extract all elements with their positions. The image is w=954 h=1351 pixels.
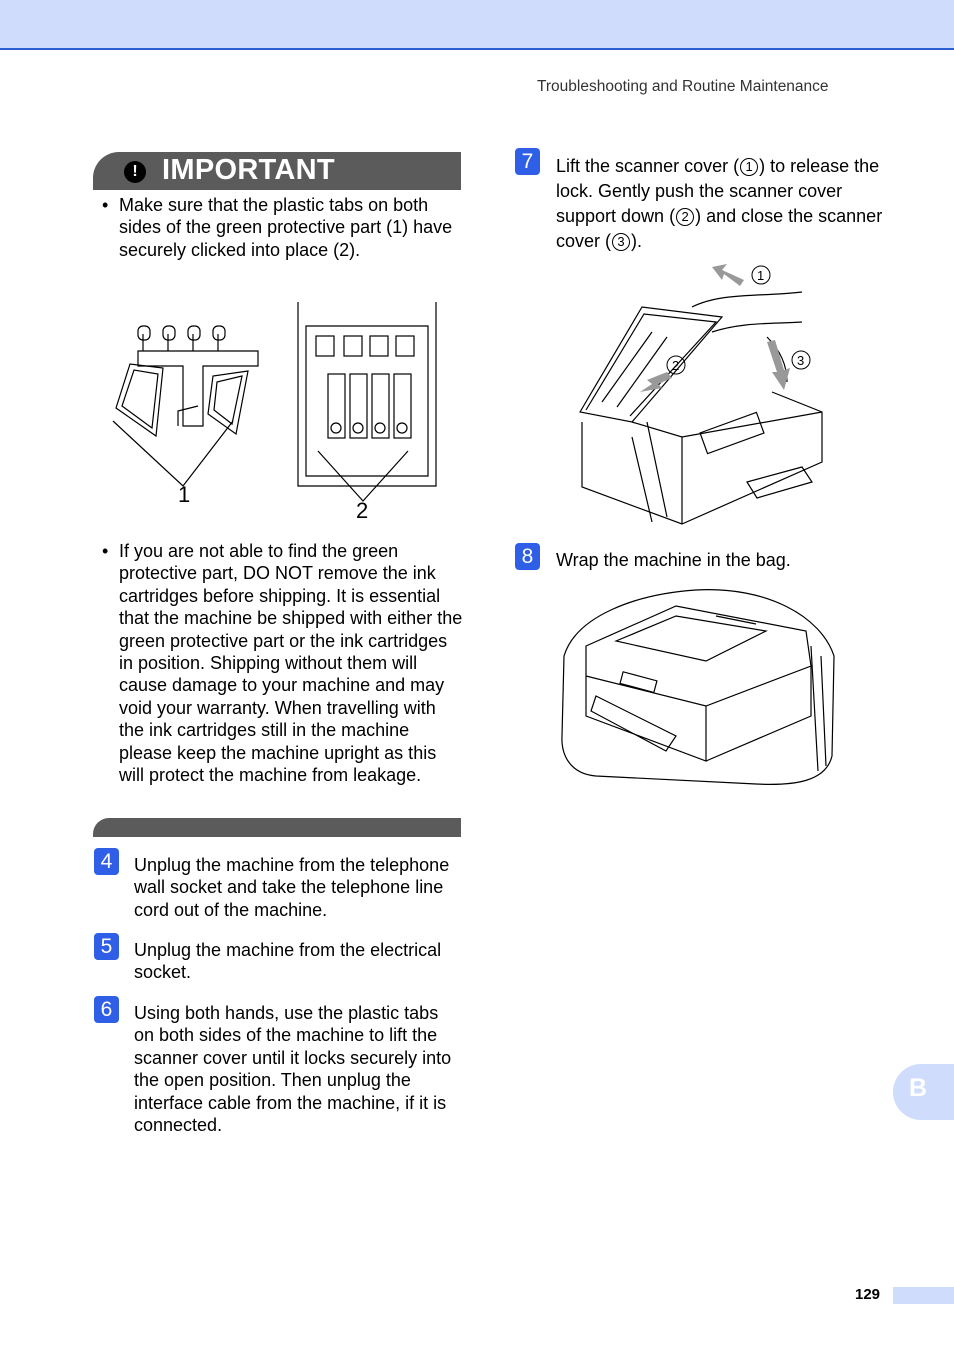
figure-label-1: 1	[178, 482, 191, 507]
scanner-cover-figure	[572, 262, 832, 530]
callout-3: 3	[797, 353, 805, 368]
figure-label-2: 2	[356, 498, 369, 522]
important-end-bar	[93, 818, 461, 837]
step-text-7	[556, 154, 886, 254]
important-bullet-1: Make sure that the plastic tabs on both sides of the green protective part (1) have securely clicked into place (2).	[119, 195, 453, 260]
top-band	[0, 0, 954, 50]
page-number: 129	[855, 1286, 881, 1303]
running-header: Troubleshooting and Routine Maintenance	[537, 78, 829, 95]
step-badge-8: 8	[515, 543, 540, 570]
step-7-text-part: ).	[631, 231, 643, 251]
callout-2: 2	[672, 358, 680, 373]
callout-1: 1	[757, 268, 765, 283]
step-text-5: Unplug the machine from the electrical socket.	[134, 940, 442, 983]
circled-number-2: 2	[676, 208, 694, 226]
step-7-text-part: ) to release the lock. Gently push the scanner cover support down (	[556, 156, 880, 226]
step-text-6: Using both hands, use the plastic tabs on both sides of the machine to lift the scanner cover until it locks securely into the open position. Then unplug the interface cable from the machine, if it is connected.	[134, 1003, 452, 1136]
machine-in-bag-figure	[556, 586, 838, 788]
section-tab-letter: B	[909, 1074, 928, 1102]
circled-number-3: 3	[612, 233, 630, 251]
step-7-text-part: ) and close the scanner cover (	[556, 206, 883, 251]
bullet-marker: •	[102, 195, 109, 215]
important-title: IMPORTANT	[162, 154, 335, 186]
circled-number-1: 1	[740, 158, 758, 176]
exclamation-icon: !	[124, 161, 146, 183]
step-badge-5: 5	[94, 933, 119, 960]
step-7-text-part: Lift the scanner cover (	[556, 156, 740, 176]
step-badge-6: 6	[94, 996, 119, 1023]
step-text-8: Wrap the machine in the bag.	[556, 550, 791, 570]
footer-band	[893, 1287, 954, 1304]
important-bullet-2: If you are not able to find the green protective part, DO NOT remove the ink cartridges before shipping. It is essential that the machine be shipped with either the green protective part or the ink cartridges in position. Shipping without them will cause damage to your machine and may void your warranty. When travelling with the ink cartridges still in the machine please keep the machine upright as this will protect the machine from leakage.	[119, 541, 463, 786]
step-text-4: Unplug the machine from the telephone wall socket and take the telephone line cord out of the machine.	[134, 855, 450, 920]
step-badge-4: 4	[94, 848, 119, 875]
step-badge-7: 7	[515, 148, 540, 175]
protective-part-figure	[108, 296, 448, 522]
bullet-marker: •	[102, 541, 109, 561]
